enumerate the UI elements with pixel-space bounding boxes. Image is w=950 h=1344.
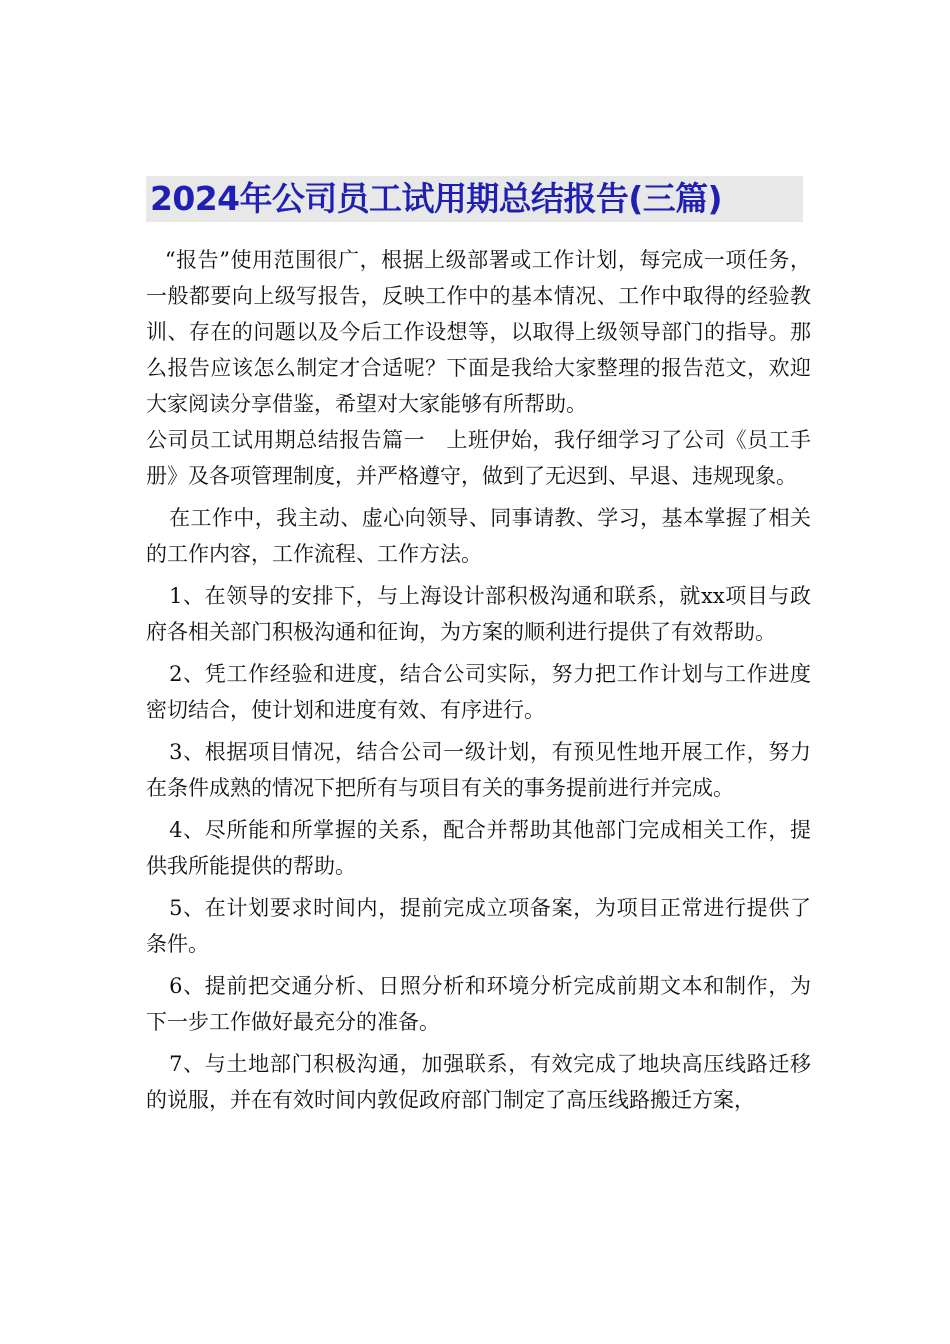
work-summary-paragraph: 在工作中，我主动、虚心向领导、同事请教、学习，基本掌握了相关的工作内容，工作流程、工作方法。 [146, 506, 811, 566]
report-one-opening-paragraph: 公司员工试用期总结报告篇一 上班伊始，我仔细学习了公司《员工手册》及各项管理制度，并严格遵守，做到了无迟到、早退、违规现象。 [146, 428, 811, 488]
document-title: 2024年公司员工试用期总结报告(三篇) [146, 176, 803, 222]
intro-paragraph: “报告”使用范围很广，根据上级部署或工作计划，每完成一项任务，一般都要向上级写报告，反映工作中的基本情况、工作中取得的经验教训、存在的问题以及今后工作设想等，以取得上级领导部门的指导。那么报告应该怎么制定才合适呢？下面是我给大家整理的报告范文，欢迎大家阅读分享借鉴，希望对大家能够有所帮助。 [146, 248, 811, 416]
list-item-4: 4、尽所能和所掌握的关系，配合并帮助其他部门完成相关工作，提供我所能提供的帮助。 [146, 818, 811, 878]
list-item-2: 2、凭工作经验和进度，结合公司实际，努力把工作计划与工作进度密切结合，使计划和进度有效、有序进行。 [146, 662, 811, 722]
list-item-1: 1、在领导的安排下，与上海设计部积极沟通和联系，就xx项目与政府各相关部门积极沟通和征询，为方案的顺利进行提供了有效帮助。 [146, 584, 811, 644]
document-body [146, 242, 811, 1118]
list-item-5: 5、在计划要求时间内，提前完成立项备案，为项目正常进行提供了条件。 [146, 896, 811, 956]
list-item-3: 3、根据项目情况，结合公司一级计划，有预见性地开展工作，努力在条件成熟的情况下把所有与项目有关的事务提前进行并完成。 [146, 740, 811, 800]
list-item-6: 6、提前把交通分析、日照分析和环境分析完成前期文本和制作，为下一步工作做好最充分的准备。 [146, 974, 811, 1034]
list-item-7: 7、与土地部门积极沟通，加强联系，有效完成了地块高压线路迁移的说服，并在有效时间内敦促政府部门制定了高压线路搬迁方案， [146, 1052, 811, 1112]
